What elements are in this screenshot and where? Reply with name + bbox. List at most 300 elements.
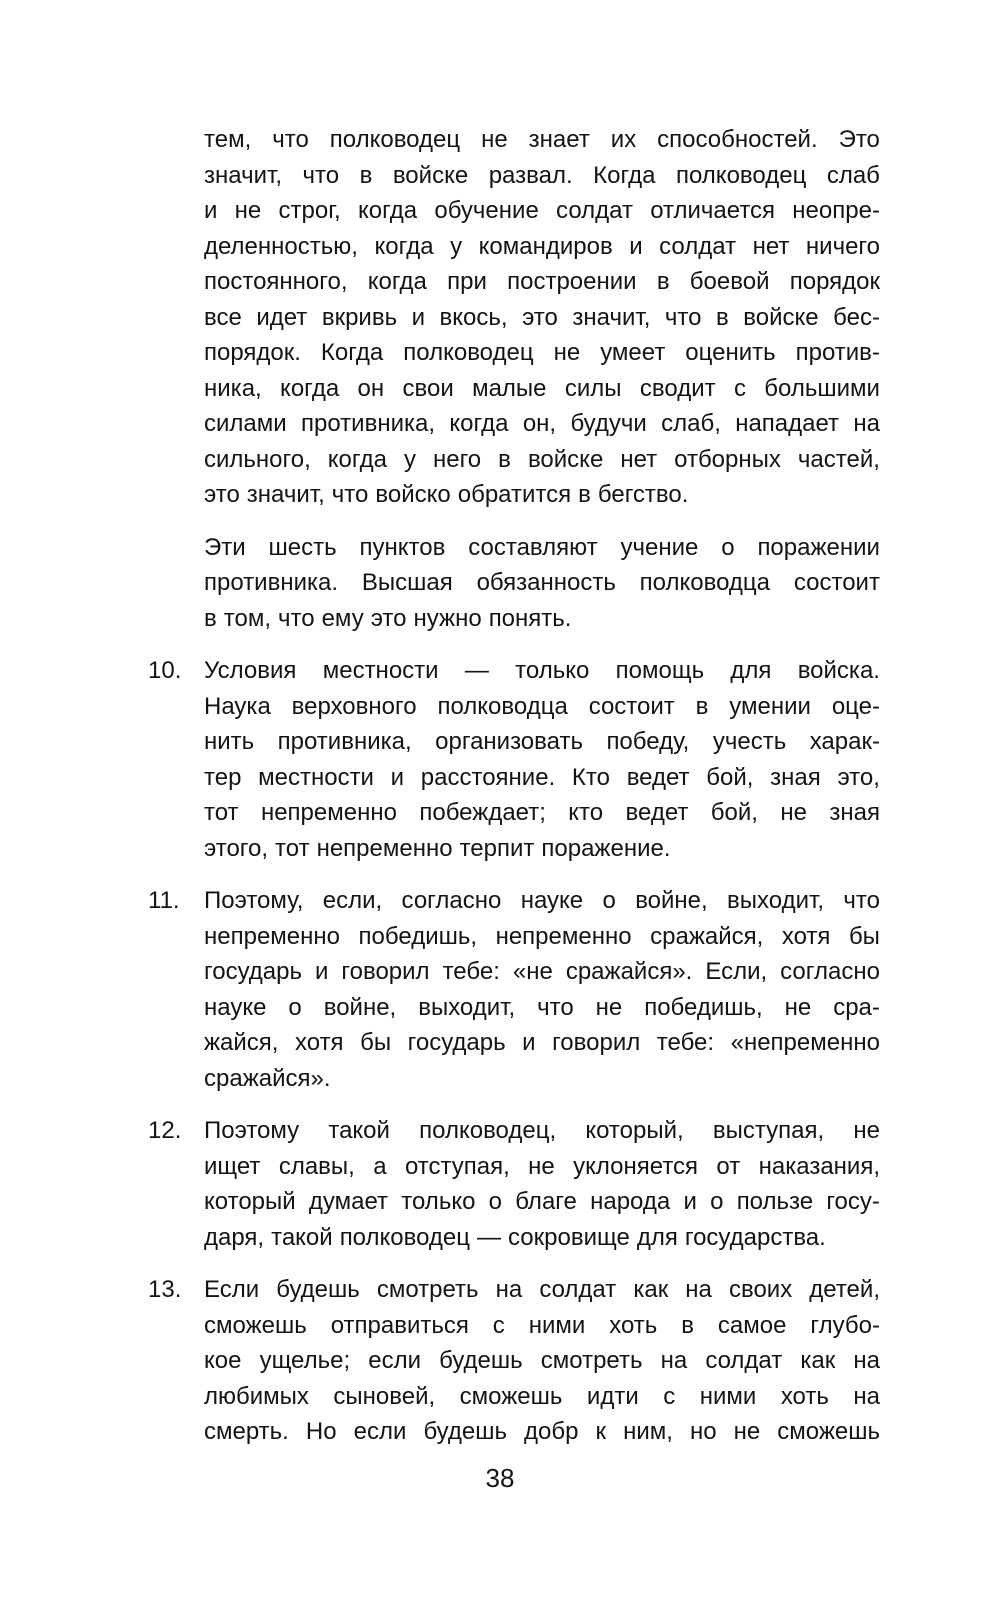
word: понять.: [488, 604, 572, 632]
word: для: [636, 1223, 678, 1251]
word: отступая,: [404, 1152, 510, 1180]
item-number: 12.: [148, 1117, 182, 1144]
word: не: [481, 126, 508, 153]
word: большими: [764, 374, 880, 402]
text-line: [204, 954, 880, 990]
word: в: [716, 303, 729, 331]
text-line: [204, 1184, 880, 1220]
word: на: [853, 1382, 880, 1410]
word: бес-: [833, 303, 880, 331]
text-line: [204, 1025, 880, 1061]
word: способностей.: [657, 126, 818, 153]
word: который: [204, 1188, 296, 1215]
word: идти: [586, 1382, 639, 1410]
word: при: [447, 268, 487, 295]
word: говорил: [341, 958, 430, 985]
word: и: [204, 197, 218, 224]
word: когда: [357, 197, 418, 224]
word: полководца: [437, 692, 568, 720]
word: что: [664, 303, 702, 331]
text-line: [204, 919, 880, 955]
word: думает: [308, 1188, 389, 1215]
word: терпит: [459, 834, 535, 862]
text-line: [204, 1272, 880, 1308]
word: только: [401, 1188, 476, 1215]
word: это: [522, 303, 558, 331]
word: оце-: [831, 692, 880, 720]
word: будешь: [276, 1276, 360, 1303]
word: сможешь: [777, 1418, 880, 1445]
numbered-paragraph: [148, 883, 880, 1096]
word: когда: [449, 410, 509, 437]
word: войне,: [323, 993, 397, 1021]
item-number: 11.: [148, 887, 180, 914]
text-line: [204, 406, 880, 442]
item-number: [148, 530, 204, 637]
word: бы: [848, 922, 880, 950]
word: государь: [407, 1029, 506, 1056]
word: тебе:: [442, 958, 500, 985]
word: идет: [256, 303, 308, 331]
text-line: [204, 264, 880, 300]
text-line: [204, 371, 880, 407]
word: но: [689, 1418, 717, 1445]
word: благе: [515, 1188, 577, 1215]
word: в: [681, 1311, 694, 1339]
item-number: [148, 122, 204, 513]
word: не: [595, 993, 623, 1021]
word: смотреть: [376, 1276, 479, 1303]
word: выходит,: [727, 887, 825, 914]
word: выходит,: [418, 993, 516, 1021]
word: победишь,: [644, 993, 763, 1021]
text-line: [204, 158, 880, 194]
word: хоть: [609, 1311, 658, 1339]
word: науке: [204, 993, 267, 1021]
word: о: [488, 1188, 503, 1215]
word: силами: [204, 410, 287, 437]
word: «не: [512, 958, 553, 985]
word: бы: [360, 1029, 392, 1056]
word: войска.: [797, 657, 880, 684]
word: значит,: [246, 481, 325, 508]
word: Высшая: [361, 569, 453, 596]
text-line: [204, 477, 880, 513]
text-line: [204, 1308, 880, 1344]
word: обратится: [457, 481, 572, 508]
word: верховного: [291, 692, 417, 720]
word: Если,: [705, 958, 768, 985]
word: командиров: [478, 232, 613, 260]
text-line: [204, 795, 880, 831]
word: самое: [717, 1311, 787, 1339]
word: жайся,: [204, 1029, 279, 1056]
word: полководец: [675, 161, 807, 189]
word: побеждает;: [419, 799, 546, 826]
word: хоть: [780, 1382, 829, 1410]
word: отличается: [650, 197, 776, 224]
text-line: [204, 1113, 880, 1149]
paragraph: [148, 122, 880, 513]
word: и: [411, 303, 425, 331]
word: государства.: [684, 1223, 826, 1251]
word: слаб,: [661, 410, 721, 437]
word: что: [302, 161, 340, 189]
word: как: [800, 1347, 836, 1374]
word: Условия: [204, 657, 297, 684]
word: это: [204, 481, 240, 508]
word: «непременно: [730, 1029, 880, 1056]
word: когда: [280, 374, 340, 402]
word: о: [710, 1188, 724, 1215]
word: и: [683, 1188, 697, 1215]
word: сильного,: [204, 445, 311, 473]
word: развал.: [488, 161, 573, 189]
word: обучение: [434, 197, 539, 224]
word: победишь,: [358, 922, 478, 950]
word: как: [633, 1276, 669, 1303]
text-block: [148, 122, 880, 1450]
word: солдат: [705, 1347, 783, 1374]
word: значит,: [572, 303, 651, 331]
word: на: [853, 410, 880, 437]
word: пользе: [736, 1188, 814, 1215]
text-line: [204, 831, 880, 867]
word: о: [288, 993, 302, 1021]
word: оценить: [685, 339, 776, 366]
word: умеет: [600, 339, 666, 366]
word: что: [537, 993, 574, 1021]
word: если,: [322, 887, 383, 914]
word: науке: [520, 887, 584, 914]
word: неопре-: [792, 197, 880, 224]
word: шесть: [268, 533, 337, 561]
paragraph-body: [204, 883, 880, 1096]
word: том,: [223, 604, 271, 632]
text-line: [204, 883, 880, 919]
word: состоит: [588, 692, 675, 720]
word: полководец,: [419, 1117, 557, 1144]
word: в: [656, 268, 670, 295]
paragraph-body: [204, 1113, 880, 1255]
word: у: [450, 232, 463, 260]
text-line: [204, 1414, 880, 1450]
word: ними: [528, 1311, 586, 1339]
word: нападает: [735, 410, 840, 437]
word: силы: [564, 374, 622, 402]
word: хотя: [295, 1029, 344, 1056]
word: от: [716, 1152, 741, 1180]
text-line: [204, 990, 880, 1026]
word: будучи: [570, 410, 647, 437]
text-line: [204, 1061, 880, 1097]
paragraph-body: [204, 653, 880, 866]
word: если: [353, 1418, 407, 1445]
word: войске: [392, 161, 469, 189]
word: говорил: [552, 1029, 641, 1056]
text-line: [204, 1149, 880, 1185]
page-number: 38: [485, 1463, 515, 1493]
word: кто: [568, 799, 604, 826]
paragraph-body: [204, 122, 880, 513]
word: отправиться: [330, 1311, 469, 1339]
word: такой: [328, 1117, 390, 1144]
word: о: [721, 533, 735, 561]
word: вкось,: [439, 303, 508, 331]
word: расстояние.: [420, 763, 556, 791]
word: только: [515, 657, 590, 684]
word: детей,: [809, 1276, 880, 1303]
word: это: [370, 604, 407, 632]
word: с: [663, 1382, 676, 1410]
word: войне,: [635, 887, 708, 914]
word: даря,: [204, 1223, 265, 1251]
word: непременно: [316, 834, 453, 862]
word: организовать: [435, 728, 583, 755]
word: кое: [204, 1347, 242, 1374]
word: что: [843, 887, 880, 914]
word: этого,: [204, 834, 269, 862]
word: солдат: [556, 197, 633, 224]
word: против-: [795, 339, 880, 366]
word: не: [553, 339, 581, 366]
numbered-paragraph: [148, 653, 880, 866]
word: государь: [204, 958, 302, 985]
text-line: [204, 300, 880, 336]
word: непременно: [260, 799, 397, 826]
word: местности: [258, 763, 374, 791]
word: ним,: [623, 1418, 673, 1445]
word: порядок.: [204, 339, 301, 366]
word: на: [853, 1347, 880, 1374]
word: порядок: [789, 268, 880, 295]
word: и: [390, 763, 405, 791]
word: сможешь: [204, 1311, 307, 1339]
text-line: [204, 1220, 880, 1256]
word: противника,: [301, 410, 436, 437]
word: свои: [402, 374, 454, 402]
word: местности: [322, 657, 439, 684]
word: поражении: [757, 533, 880, 561]
word: зная: [829, 799, 880, 826]
word: него: [432, 445, 482, 473]
word: согласно: [780, 958, 880, 985]
word: не: [784, 993, 812, 1021]
word: а: [373, 1152, 387, 1180]
word: согласно: [401, 887, 502, 914]
word: частей,: [797, 445, 880, 473]
word: когда: [374, 232, 434, 260]
word: сражайся,: [650, 922, 764, 950]
word: с: [492, 1311, 505, 1339]
word: —: [464, 657, 489, 684]
text-line: [204, 530, 880, 566]
word: построении: [507, 268, 637, 295]
word: отборных: [674, 445, 781, 473]
word: Когда: [320, 339, 384, 366]
word: деленностью,: [204, 232, 358, 260]
word: полководец: [329, 126, 461, 153]
word: малые: [472, 374, 547, 402]
word: не: [853, 1117, 880, 1144]
word: наказания,: [758, 1152, 880, 1180]
word: —: [477, 1223, 502, 1251]
word: он,: [522, 410, 557, 437]
word: нет: [752, 232, 790, 260]
word: Если: [204, 1276, 260, 1303]
word: нить: [204, 728, 255, 755]
word: ничего: [805, 232, 880, 260]
text-line: [204, 689, 880, 725]
word: поражение.: [541, 834, 671, 862]
word: ему: [321, 604, 364, 632]
word: с: [733, 374, 746, 402]
word: тебе:: [656, 1029, 715, 1056]
word: все: [204, 303, 242, 331]
word: не: [733, 1418, 761, 1445]
word: будешь: [439, 1347, 523, 1374]
word: такой: [271, 1223, 333, 1251]
word: когда: [327, 445, 387, 473]
word: бегство.: [597, 481, 689, 508]
word: знает: [528, 126, 590, 153]
word: харак-: [809, 728, 880, 755]
word: Наука: [204, 692, 271, 720]
word: на: [685, 1276, 712, 1303]
word: сокровище: [508, 1223, 630, 1251]
word: противника.: [204, 569, 339, 596]
word: войско: [375, 481, 451, 508]
word: что: [278, 604, 315, 632]
word: сможешь: [459, 1382, 563, 1410]
text-line: [204, 724, 880, 760]
word: о: [602, 887, 616, 914]
word: сра-: [833, 993, 880, 1021]
word: госу-: [826, 1188, 880, 1215]
word: помощь: [615, 657, 705, 684]
word: тер: [204, 763, 242, 791]
word: войске: [527, 445, 604, 473]
word: в: [498, 445, 511, 473]
word: противника,: [277, 728, 412, 755]
word: полководец: [339, 1223, 471, 1251]
word: боевой: [689, 268, 770, 295]
word: солдат: [539, 1276, 617, 1303]
text-line: [204, 442, 880, 478]
word: любимых: [204, 1382, 309, 1410]
word: это,: [837, 763, 880, 791]
text-line: [204, 335, 880, 371]
word: у: [403, 445, 416, 473]
text-line: [204, 601, 880, 637]
word: вкривь: [321, 303, 398, 331]
word: сыновей,: [333, 1382, 436, 1410]
word: когда: [367, 268, 427, 295]
word: не: [234, 197, 262, 224]
word: который,: [585, 1117, 684, 1144]
word: не: [528, 1152, 555, 1180]
word: непременно: [204, 922, 340, 950]
text-line: [204, 565, 880, 601]
word: Когда: [593, 161, 656, 189]
word: своих: [728, 1276, 793, 1303]
text-line: [204, 193, 880, 229]
word: для: [730, 657, 772, 684]
paragraph-body: [204, 530, 880, 637]
text-line: [204, 1343, 880, 1379]
word: к: [595, 1418, 607, 1445]
word: бой,: [710, 799, 758, 826]
word: и: [314, 958, 329, 985]
word: в: [204, 604, 217, 632]
word: на: [495, 1276, 523, 1303]
word: слаб: [826, 161, 880, 189]
word: сводит: [639, 374, 716, 402]
word: что: [272, 126, 309, 153]
word: зная: [770, 763, 821, 791]
word: нужно: [413, 604, 482, 632]
word: войске: [743, 303, 819, 331]
paragraph-body: [204, 1272, 880, 1450]
paragraph: [148, 530, 880, 637]
word: в: [578, 481, 591, 508]
word: если: [368, 1347, 422, 1374]
word: строг,: [278, 197, 341, 224]
numbered-paragraph: [148, 1272, 880, 1450]
word: славы,: [278, 1152, 355, 1180]
word: Эти: [204, 533, 246, 561]
word: добр: [524, 1418, 579, 1445]
word: солдат: [659, 232, 737, 260]
word: учесть: [712, 728, 787, 755]
word: сражайся».: [565, 958, 693, 985]
word: ущелье;: [259, 1347, 351, 1374]
word: ищет: [204, 1152, 261, 1180]
word: Поэтому: [204, 1117, 300, 1144]
word: нет: [620, 445, 658, 473]
word: полководец: [403, 339, 534, 366]
word: бой,: [706, 763, 754, 791]
word: тот: [275, 834, 310, 862]
text-line: [204, 760, 880, 796]
word: их: [610, 126, 637, 153]
text-line: [204, 1379, 880, 1415]
word: состоит: [793, 569, 880, 596]
word: на: [660, 1347, 688, 1374]
word: уклоняется: [573, 1152, 699, 1180]
text-line: [204, 229, 880, 265]
word: ведет: [625, 799, 689, 826]
word: Поэтому,: [204, 887, 304, 914]
word: составляют: [468, 533, 598, 561]
word: умении: [729, 692, 811, 720]
word: ведет: [626, 763, 690, 791]
word: смерть.: [204, 1418, 289, 1445]
word: хотя: [781, 922, 831, 950]
word: будешь: [423, 1418, 507, 1445]
word: смотреть: [540, 1347, 643, 1374]
word: ника,: [204, 374, 262, 402]
text-line: [204, 122, 880, 158]
word: постоянного,: [204, 268, 348, 295]
word: выступая,: [712, 1117, 825, 1144]
word: обязанность: [476, 569, 616, 596]
word: и: [522, 1029, 536, 1056]
word: в: [695, 692, 709, 720]
word: ними: [699, 1382, 757, 1410]
item-number: 13.: [148, 1276, 182, 1303]
word: и: [629, 232, 643, 260]
